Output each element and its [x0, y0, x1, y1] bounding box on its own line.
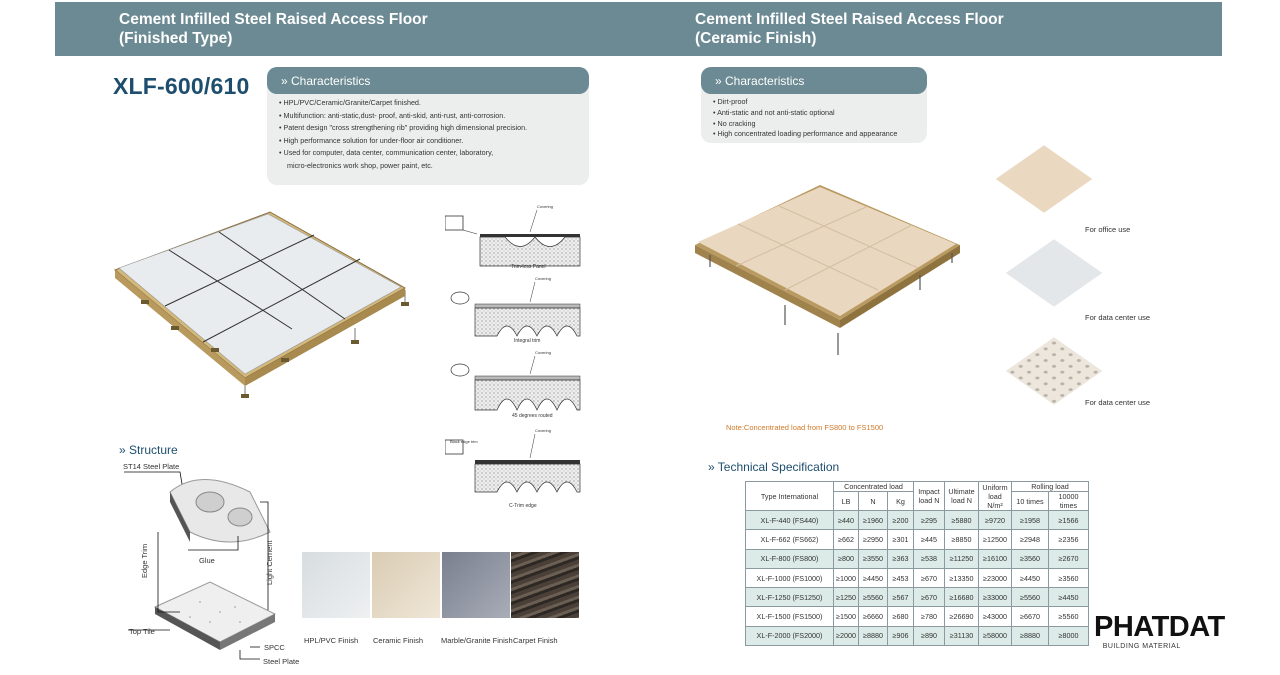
finished-floor-illustration: [105, 200, 425, 400]
structure-title: » Structure: [119, 443, 178, 457]
characteristics-list: [713, 97, 897, 140]
datacenter-tile-illustration: [1003, 232, 1113, 322]
table-cell: ≥3560: [1049, 568, 1089, 587]
table-cell: ≥440: [834, 511, 859, 530]
use-label-datacenter-2: For data center use: [1085, 398, 1151, 407]
carpet-swatch: [511, 552, 579, 618]
trim-tag: Covering: [535, 428, 552, 433]
table-cell: ≥5560: [1012, 588, 1049, 607]
list-item: • Patent design "cross strengthening rib" providing high dimensional precision.: [279, 122, 527, 135]
table-cell: ≥11250: [945, 549, 979, 568]
table-cell: ≥670: [914, 588, 945, 607]
th-n: N: [859, 492, 888, 511]
th-10-times: 10 times: [1012, 492, 1049, 511]
table-row: [746, 511, 1089, 530]
office-tile-illustration: [1003, 138, 1087, 222]
label-steel-plate: Steel Plate: [263, 657, 300, 666]
characteristics-title: » Characteristics: [701, 67, 927, 94]
table-cell: ≥6670: [1012, 607, 1049, 626]
table-cell: ≥363: [888, 549, 914, 568]
table-row: [746, 530, 1089, 549]
finish-label-hpl: HPL/PVC Finish: [304, 636, 359, 645]
table-cell: ≥26690: [945, 607, 979, 626]
table-cell: ≥6660: [859, 607, 888, 626]
phatdat-logo: [1094, 612, 1225, 650]
table-cell: ≥3560: [1012, 549, 1049, 568]
table-cell: ≥5560: [1049, 607, 1089, 626]
table-cell: ≥800: [834, 549, 859, 568]
use-label-office: For office use: [1085, 225, 1131, 234]
trim-label-trimless: Trim-less Panel: [511, 264, 546, 270]
table-cell: ≥8850: [945, 530, 979, 549]
right-characteristics-box: [701, 67, 927, 143]
list-item: • Multifunction: anti-static,dust- proof, anti-skid, anti-rust, anti-corrosion.: [279, 110, 527, 123]
table-cell: ≥1250: [834, 588, 859, 607]
label-light-cement: Light Cement: [265, 540, 274, 585]
table-cell: ≥780: [914, 607, 945, 626]
list-item: • Anti-static and not anti-static optional: [713, 108, 897, 119]
table-cell: XL-F-1500 (FS1500): [746, 607, 834, 626]
edge-trim-diagrams: [445, 200, 590, 512]
list-item: • High performance solution for under-floor air conditioner.: [279, 135, 527, 148]
th-ultimate: Ultimate load N: [945, 482, 979, 511]
table-cell: ≥453: [888, 568, 914, 587]
table-cell: XL-F-662 (FS662): [746, 530, 834, 549]
th-concentrated: Concentrated load: [834, 482, 914, 492]
finish-label-ceramic: Ceramic Finish: [373, 636, 424, 645]
th-impact: Impact load N: [914, 482, 945, 511]
table-cell: ≥5880: [945, 511, 979, 530]
table-cell: ≥1958: [1012, 511, 1049, 530]
label-top-tile: Top Tile: [129, 627, 155, 636]
table-cell: ≥23000: [979, 568, 1012, 587]
list-item: • No cracking: [713, 119, 897, 130]
table-cell: ≥43000: [979, 607, 1012, 626]
table-cell: ≥567: [888, 588, 914, 607]
th-lb: LB: [834, 492, 859, 511]
logo-brand: PHATDAT: [1094, 611, 1225, 643]
marble-swatch: [442, 552, 510, 618]
table-cell: ≥2356: [1049, 530, 1089, 549]
left-characteristics-box: [267, 67, 589, 185]
table-cell: ≥5560: [859, 588, 888, 607]
list-item: • Used for computer, data center, communication center, laboratory,: [279, 147, 527, 160]
use-label-datacenter: For data center use: [1085, 313, 1151, 322]
table-cell: ≥680: [888, 607, 914, 626]
table-row: [746, 588, 1089, 607]
table-cell: ≥1500: [834, 607, 859, 626]
trim-tag: Covering: [535, 350, 552, 355]
table-cell: ≥8000: [1049, 626, 1089, 645]
table-cell: XL-F-2000 (FS2000): [746, 626, 834, 645]
table-row: [746, 568, 1089, 587]
table-cell: ≥9720: [979, 511, 1012, 530]
table-cell: XL-F-1250 (FS1250): [746, 588, 834, 607]
table-cell: ≥4450: [859, 568, 888, 587]
trim-label-ctrim: C-Trim edge: [509, 503, 537, 509]
th-uniform: Uniform load N/m²: [979, 482, 1012, 511]
list-item-continued: micro-electronics work shop, power paint, etc.: [287, 160, 433, 170]
hpl-swatch: [302, 552, 370, 618]
table-cell: ≥8880: [1012, 626, 1049, 645]
table-cell: ≥1000: [834, 568, 859, 587]
table-cell: ≥4450: [1049, 588, 1089, 607]
trim-extra-label: Black edge trim: [450, 439, 478, 444]
table-cell: ≥200: [888, 511, 914, 530]
table-cell: ≥301: [888, 530, 914, 549]
table-cell: ≥445: [914, 530, 945, 549]
characteristics-list: [279, 97, 527, 172]
th-rolling: Rolling load: [1012, 482, 1089, 492]
th-10000-times: 10000 times: [1049, 492, 1089, 511]
table-cell: ≥58000: [979, 626, 1012, 645]
table-cell: ≥8880: [859, 626, 888, 645]
concentrated-load-note: Note:Concentrated load from FS800 to FS1500: [726, 423, 884, 432]
th-type: Type International: [746, 482, 834, 511]
ceramic-swatch: [372, 552, 440, 618]
table-cell: ≥2670: [1049, 549, 1089, 568]
label-spcc: SPCC: [264, 643, 285, 652]
finish-label-marble: Marble/Granite Finish: [441, 636, 513, 645]
label-edge-trim: Edge Trim: [140, 543, 149, 578]
list-item: • Dirt-proof: [713, 97, 897, 108]
label-st14-plate: ST14 Steel Plate: [123, 462, 180, 471]
spec-title: » Technical Specification: [708, 460, 840, 474]
model-number: XLF-600/610: [113, 73, 250, 99]
list-item: • HPL/PVC/Ceramic/Granite/Carpet finished.: [279, 97, 527, 110]
table-cell: ≥538: [914, 549, 945, 568]
table-cell: ≥16100: [979, 549, 1012, 568]
table-cell: ≥31130: [945, 626, 979, 645]
table-cell: ≥295: [914, 511, 945, 530]
right-header-title: Cement Infilled Steel Raised Access Floor (Ceramic Finish): [695, 11, 1004, 47]
table-cell: ≥890: [914, 626, 945, 645]
table-cell: ≥13350: [945, 568, 979, 587]
list-item: • High concentrated loading performance and appearance: [713, 129, 897, 140]
table-cell: XL-F-440 (FS440): [746, 511, 834, 530]
table-row: [746, 549, 1089, 568]
logo-subtitle: BUILDING MATERIAL: [1102, 643, 1181, 650]
table-cell: ≥33000: [979, 588, 1012, 607]
trim-label-integral: Integral trim: [514, 338, 541, 344]
technical-spec-table: [745, 481, 1089, 646]
table-cell: ≥3550: [859, 549, 888, 568]
table-cell: ≥906: [888, 626, 914, 645]
finish-label-carpet: Carpet Finish: [513, 636, 558, 645]
label-glue: Glue: [199, 556, 215, 565]
table-cell: ≥2000: [834, 626, 859, 645]
table-row: [746, 626, 1089, 645]
table-cell: ≥662: [834, 530, 859, 549]
left-header: [55, 2, 641, 56]
right-header: [641, 2, 1222, 56]
characteristics-title: » Characteristics: [267, 67, 589, 94]
table-cell: ≥2948: [1012, 530, 1049, 549]
table-cell: ≥4450: [1012, 568, 1049, 587]
table-cell: ≥1566: [1049, 511, 1089, 530]
table-cell: ≥1960: [859, 511, 888, 530]
table-cell: XL-F-1000 (FS1000): [746, 568, 834, 587]
table-cell: XL-F-800 (FS800): [746, 549, 834, 568]
left-header-title: Cement Infilled Steel Raised Access Floor (Finished Type): [119, 11, 428, 47]
table-cell: ≥12500: [979, 530, 1012, 549]
trim-tag: Covering: [535, 276, 552, 281]
th-kg: Kg: [888, 492, 914, 511]
table-cell: ≥670: [914, 568, 945, 587]
table-cell: ≥2950: [859, 530, 888, 549]
trim-tag: Covering: [537, 204, 554, 209]
ceramic-floor-illustration: [690, 145, 970, 360]
table-row: [746, 607, 1089, 626]
trim-label-45: 45 degrees routed: [512, 413, 553, 419]
table-cell: ≥16680: [945, 588, 979, 607]
